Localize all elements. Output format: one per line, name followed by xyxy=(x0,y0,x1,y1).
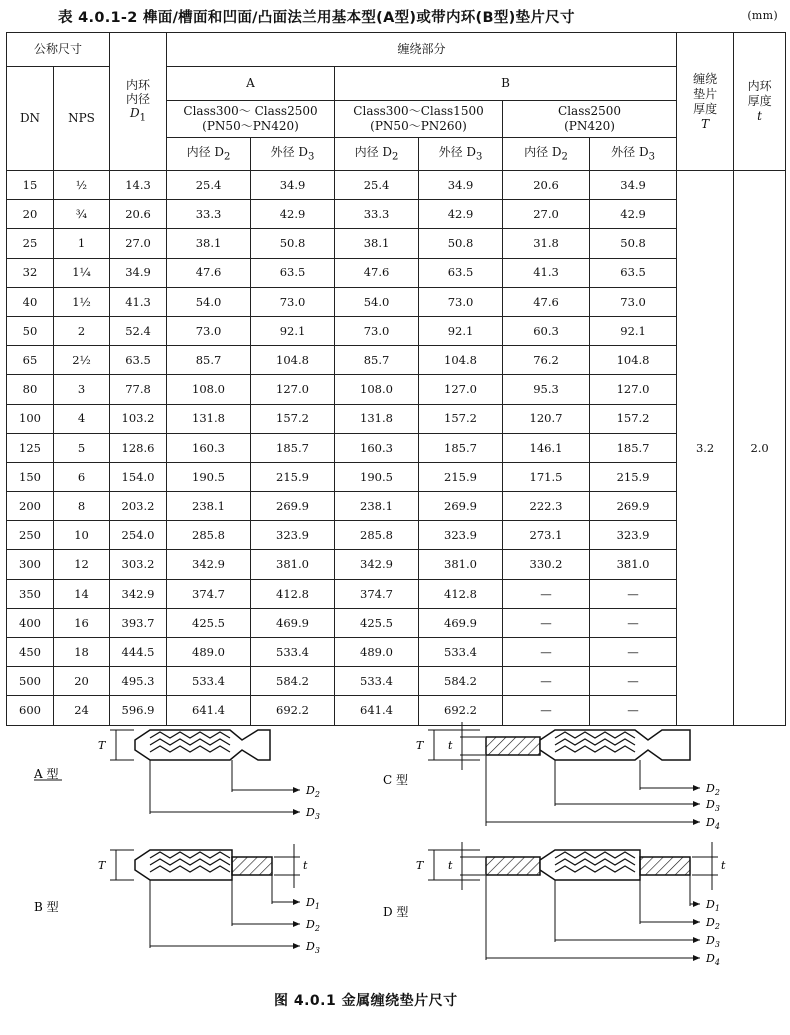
cell-nps: 1½ xyxy=(54,287,110,316)
header-t-sym: t xyxy=(757,109,762,123)
cell-dn: 300 xyxy=(7,550,54,579)
cell-dn: 32 xyxy=(7,258,54,287)
cell-b1-d2: 238.1 xyxy=(335,492,419,521)
type-b-t-sym: t xyxy=(303,859,308,872)
type-d-inner-ring xyxy=(640,857,690,875)
table-row xyxy=(7,579,786,608)
cell-nps: 20 xyxy=(54,667,110,696)
cell-inner-ring-thickness: 2.0 xyxy=(734,171,786,726)
table-row xyxy=(7,200,786,229)
cell-b2-d3: 269.9 xyxy=(590,492,677,521)
cell-nps: 18 xyxy=(54,638,110,667)
cell-b2-d3: 63.5 xyxy=(590,258,677,287)
cell-b2-d2: — xyxy=(503,638,590,667)
cell-a-d2: 38.1 xyxy=(167,229,251,258)
header-a-inner-d2-sub: 2 xyxy=(224,150,231,162)
cell-a-d2: 641.4 xyxy=(167,696,251,725)
cell-dn: 350 xyxy=(7,579,54,608)
cell-b1-d3: 533.4 xyxy=(419,638,503,667)
table-row xyxy=(7,462,786,491)
cell-b1-d2: 489.0 xyxy=(335,638,419,667)
label-type-d: D 型 xyxy=(383,905,409,919)
cell-a-d2: 73.0 xyxy=(167,316,251,345)
cell-b1-d3: 127.0 xyxy=(419,375,503,404)
label-type-c: C 型 xyxy=(383,773,408,787)
header-nps: NPS xyxy=(54,67,110,171)
cell-b2-d2: 120.7 xyxy=(503,404,590,433)
cell-b2-d2: — xyxy=(503,667,590,696)
header-a-class xyxy=(167,101,335,138)
cell-dn: 25 xyxy=(7,229,54,258)
cell-a-d3: 73.0 xyxy=(251,287,335,316)
label-type-a: A 型 xyxy=(34,767,59,781)
table-row xyxy=(7,346,786,375)
cell-b1-d2: 131.8 xyxy=(335,404,419,433)
cell-b1-d2: 374.7 xyxy=(335,579,419,608)
header-b2-outer-d3 xyxy=(590,138,677,171)
cell-b2-d3: 104.8 xyxy=(590,346,677,375)
cell-dn: 50 xyxy=(7,316,54,345)
header-b1-outer-d3-text: 外径 D xyxy=(438,144,477,159)
header-d1-sym: D xyxy=(130,106,140,121)
header-winding-section: 缠绕部分 xyxy=(167,33,677,67)
table-title xyxy=(58,6,778,26)
cell-nps: 4 xyxy=(54,404,110,433)
cell-dn: 250 xyxy=(7,521,54,550)
header-b1-outer-d3-sub: 3 xyxy=(476,150,483,162)
cell-a-d2: 54.0 xyxy=(167,287,251,316)
cell-a-d2: 160.3 xyxy=(167,433,251,462)
table-body xyxy=(7,171,786,726)
type-b-inner-ring xyxy=(232,857,272,875)
table-row xyxy=(7,521,786,550)
cell-b2-d3: 34.9 xyxy=(590,171,677,200)
cell-b1-d3: 412.8 xyxy=(419,579,503,608)
cell-b2-d3: 215.9 xyxy=(590,462,677,491)
header-b2-outer-d3-sub: 3 xyxy=(648,150,655,162)
cell-b1-d3: 34.9 xyxy=(419,171,503,200)
cell-b2-d2: 76.2 xyxy=(503,346,590,375)
header-a-class-text: Class300～ Class2500 xyxy=(183,104,318,118)
type-d-T-sym: T xyxy=(416,859,424,872)
table-row xyxy=(7,492,786,521)
cell-b2-d2: — xyxy=(503,608,590,637)
cell-b1-d2: 47.6 xyxy=(335,258,419,287)
header-b2-range-text: (PN420) xyxy=(564,119,615,133)
cell-a-d2: 285.8 xyxy=(167,521,251,550)
cell-d1: 34.9 xyxy=(110,258,167,287)
cell-d1: 444.5 xyxy=(110,638,167,667)
diagram-type-b xyxy=(34,844,320,955)
cell-a-d2: 131.8 xyxy=(167,404,251,433)
cell-a-d3: 215.9 xyxy=(251,462,335,491)
cell-nps: ¾ xyxy=(54,200,110,229)
table-row xyxy=(7,404,786,433)
gasket-dimension-table xyxy=(6,32,786,726)
cell-nps: 3 xyxy=(54,375,110,404)
cell-dn: 40 xyxy=(7,287,54,316)
cell-b1-d3: 104.8 xyxy=(419,346,503,375)
unit-label: (mm) xyxy=(747,9,778,22)
cell-d1: 254.0 xyxy=(110,521,167,550)
header-gasket-thickness-label: 缠绕垫片厚度 xyxy=(693,71,718,116)
cell-b2-d3: 185.7 xyxy=(590,433,677,462)
cell-d1: 128.6 xyxy=(110,433,167,462)
header-b1-inner-d2-sub: 2 xyxy=(392,150,399,162)
cell-b2-d3: 50.8 xyxy=(590,229,677,258)
cell-b1-d2: 25.4 xyxy=(335,171,419,200)
cell-b1-d3: 63.5 xyxy=(419,258,503,287)
cell-a-d3: 157.2 xyxy=(251,404,335,433)
cell-a-d3: 692.2 xyxy=(251,696,335,725)
cell-a-d2: 33.3 xyxy=(167,200,251,229)
cell-b1-d2: 33.3 xyxy=(335,200,419,229)
cell-b1-d3: 185.7 xyxy=(419,433,503,462)
cell-nps: 1 xyxy=(54,229,110,258)
cell-d1: 27.0 xyxy=(110,229,167,258)
cell-a-d3: 127.0 xyxy=(251,375,335,404)
cell-b2-d2: 146.1 xyxy=(503,433,590,462)
cell-nps: 24 xyxy=(54,696,110,725)
cell-nps: 6 xyxy=(54,462,110,491)
cell-b1-d2: 641.4 xyxy=(335,696,419,725)
type-c-t-sym: t xyxy=(448,739,453,752)
figure-caption: 图 4.0.1 金属缠绕垫片尺寸 xyxy=(274,993,458,1009)
table-row xyxy=(7,433,786,462)
cell-d1: 342.9 xyxy=(110,579,167,608)
header-b2-outer-d3-text: 外径 D xyxy=(611,144,649,159)
header-b1-range-text: (PN50～PN260) xyxy=(370,119,467,133)
header-a-inner-d2 xyxy=(167,138,251,171)
cell-b2-d2: — xyxy=(503,579,590,608)
cell-d1: 14.3 xyxy=(110,171,167,200)
header-inner-ring-id-label: 内环内径 xyxy=(126,77,151,107)
header-b1-class xyxy=(335,101,503,138)
header-a-outer-d3-text: 外径 D xyxy=(270,144,309,159)
cell-nps: 1¼ xyxy=(54,258,110,287)
header-nominal-size: 公称尺寸 xyxy=(7,33,110,67)
table-row xyxy=(7,171,786,200)
cell-b2-d3: 127.0 xyxy=(590,375,677,404)
cell-b1-d3: 157.2 xyxy=(419,404,503,433)
cell-d1: 154.0 xyxy=(110,462,167,491)
diagram-type-c xyxy=(383,722,720,831)
cell-a-d3: 104.8 xyxy=(251,346,335,375)
header-b1-inner-d2 xyxy=(335,138,419,171)
cell-a-d3: 381.0 xyxy=(251,550,335,579)
type-b-D3: $D_3$ xyxy=(306,940,320,955)
cell-a-d2: 238.1 xyxy=(167,492,251,521)
cell-b1-d2: 108.0 xyxy=(335,375,419,404)
header-b2-inner-d2-sub: 2 xyxy=(561,150,568,162)
cell-b2-d2: 20.6 xyxy=(503,171,590,200)
cell-a-d2: 108.0 xyxy=(167,375,251,404)
cell-d1: 303.2 xyxy=(110,550,167,579)
header-a-inner-d2-text: 内径 D xyxy=(186,144,225,159)
cell-dn: 15 xyxy=(7,171,54,200)
cell-a-d3: 185.7 xyxy=(251,433,335,462)
cell-a-d2: 533.4 xyxy=(167,667,251,696)
cell-b2-d3: — xyxy=(590,608,677,637)
cell-dn: 65 xyxy=(7,346,54,375)
header-gasket-thickness xyxy=(677,33,734,171)
cell-b2-d3: — xyxy=(590,638,677,667)
cell-b2-d3: — xyxy=(590,579,677,608)
cell-a-d2: 489.0 xyxy=(167,638,251,667)
cell-a-d3: 50.8 xyxy=(251,229,335,258)
cell-b1-d2: 54.0 xyxy=(335,287,419,316)
table-row xyxy=(7,258,786,287)
cell-a-d3: 34.9 xyxy=(251,171,335,200)
cell-dn: 150 xyxy=(7,462,54,491)
cell-b2-d2: 330.2 xyxy=(503,550,590,579)
cell-nps: 12 xyxy=(54,550,110,579)
cell-b2-d3: 381.0 xyxy=(590,550,677,579)
type-c-T-sym: T xyxy=(416,739,424,752)
cell-b2-d3: 323.9 xyxy=(590,521,677,550)
type-d-D1: $D_1$ xyxy=(706,898,720,913)
cell-b2-d2: 27.0 xyxy=(503,200,590,229)
type-b-D1: $D_1$ xyxy=(306,896,320,911)
table-row xyxy=(7,608,786,637)
cell-b2-d3: 92.1 xyxy=(590,316,677,345)
type-d-D4: $D_4$ xyxy=(706,952,720,967)
cell-d1: 495.3 xyxy=(110,667,167,696)
cell-d1: 596.9 xyxy=(110,696,167,725)
cell-nps: 2 xyxy=(54,316,110,345)
cell-dn: 600 xyxy=(7,696,54,725)
cell-b1-d3: 73.0 xyxy=(419,287,503,316)
cell-nps: ½ xyxy=(54,171,110,200)
cell-b1-d2: 38.1 xyxy=(335,229,419,258)
header-a-range-text: (PN50～PN420) xyxy=(202,119,299,133)
cell-b2-d2: — xyxy=(503,696,590,725)
cell-b1-d3: 269.9 xyxy=(419,492,503,521)
cell-b2-d3: 157.2 xyxy=(590,404,677,433)
cell-b2-d2: 41.3 xyxy=(503,258,590,287)
type-d-D3: $D_3$ xyxy=(706,934,720,949)
label-type-b: B 型 xyxy=(34,900,59,914)
cell-a-d3: 533.4 xyxy=(251,638,335,667)
table-row xyxy=(7,550,786,579)
type-c-outer-ring xyxy=(486,737,540,755)
cell-a-d2: 190.5 xyxy=(167,462,251,491)
cell-b1-d2: 425.5 xyxy=(335,608,419,637)
cell-b2-d3: — xyxy=(590,667,677,696)
cell-b1-d3: 323.9 xyxy=(419,521,503,550)
cell-b1-d3: 469.9 xyxy=(419,608,503,637)
cell-b2-d3: — xyxy=(590,696,677,725)
cell-d1: 52.4 xyxy=(110,316,167,345)
cell-b1-d3: 692.2 xyxy=(419,696,503,725)
cell-b2-d2: 95.3 xyxy=(503,375,590,404)
table-row xyxy=(7,316,786,345)
header-b1-inner-d2-text: 内径 D xyxy=(354,144,393,159)
type-c-D3: $D_3$ xyxy=(706,798,720,813)
table-row xyxy=(7,667,786,696)
type-d-outer-ring xyxy=(486,857,540,875)
header-group-a: A xyxy=(167,67,335,101)
header-b1-class-text: Class300～Class1500 xyxy=(353,104,484,118)
type-b-T-sym: T xyxy=(98,859,106,872)
cell-b1-d2: 73.0 xyxy=(335,316,419,345)
cell-dn: 80 xyxy=(7,375,54,404)
header-a-outer-d3-sub: 3 xyxy=(308,150,315,162)
header-dn: DN xyxy=(7,67,54,171)
cell-b1-d3: 50.8 xyxy=(419,229,503,258)
cell-a-d3: 269.9 xyxy=(251,492,335,521)
cell-b2-d3: 42.9 xyxy=(590,200,677,229)
cell-a-d3: 412.8 xyxy=(251,579,335,608)
header-T-sym: T xyxy=(701,116,710,131)
cell-nps: 10 xyxy=(54,521,110,550)
cell-a-d3: 584.2 xyxy=(251,667,335,696)
header-inner-ring-id xyxy=(110,33,167,171)
header-inner-ring-thickness-label: 内环厚度 xyxy=(747,79,772,108)
cell-b2-d2: 222.3 xyxy=(503,492,590,521)
cell-d1: 63.5 xyxy=(110,346,167,375)
cell-b1-d2: 190.5 xyxy=(335,462,419,491)
table-title-text: 表 4.0.1-2 榫面/槽面和凹面/凸面法兰用基本型(A型)或带内环(B型)垫片尺寸 xyxy=(58,10,575,26)
cell-a-d2: 25.4 xyxy=(167,171,251,200)
cell-dn: 450 xyxy=(7,638,54,667)
header-a-outer-d3 xyxy=(251,138,335,171)
cell-a-d3: 92.1 xyxy=(251,316,335,345)
cell-b1-d2: 160.3 xyxy=(335,433,419,462)
type-a-D2: $D_2$ xyxy=(306,784,320,799)
header-b2-inner-d2-text: 内径 D xyxy=(524,144,562,159)
header-b2-inner-d2 xyxy=(503,138,590,171)
cell-b2-d3: 73.0 xyxy=(590,287,677,316)
type-a-T-sym: T xyxy=(98,739,106,752)
header-group-b: B xyxy=(335,67,677,101)
cell-a-d3: 42.9 xyxy=(251,200,335,229)
cell-a-d2: 85.7 xyxy=(167,346,251,375)
type-c-D4: $D_4$ xyxy=(706,816,720,831)
cell-b2-d2: 273.1 xyxy=(503,521,590,550)
cell-a-d2: 425.5 xyxy=(167,608,251,637)
cell-a-d2: 342.9 xyxy=(167,550,251,579)
cell-a-d3: 469.9 xyxy=(251,608,335,637)
cell-b2-d2: 47.6 xyxy=(503,287,590,316)
type-d-t-sym-right: t xyxy=(721,859,726,872)
type-c-D2: $D_2$ xyxy=(706,782,720,797)
cell-d1: 20.6 xyxy=(110,200,167,229)
cell-a-d3: 63.5 xyxy=(251,258,335,287)
cell-b1-d2: 533.4 xyxy=(335,667,419,696)
cell-b2-d2: 60.3 xyxy=(503,316,590,345)
cell-a-d2: 47.6 xyxy=(167,258,251,287)
table-row xyxy=(7,287,786,316)
type-d-t-sym: t xyxy=(448,859,453,872)
cell-d1: 41.3 xyxy=(110,287,167,316)
cell-gasket-thickness: 3.2 xyxy=(677,171,734,726)
cell-d1: 393.7 xyxy=(110,608,167,637)
diagram-type-a xyxy=(33,730,320,821)
header-b1-outer-d3 xyxy=(419,138,503,171)
cell-b1-d2: 342.9 xyxy=(335,550,419,579)
cell-b1-d3: 381.0 xyxy=(419,550,503,579)
cell-nps: 5 xyxy=(54,433,110,462)
cell-d1: 103.2 xyxy=(110,404,167,433)
header-b2-class xyxy=(503,101,677,138)
cell-b1-d3: 42.9 xyxy=(419,200,503,229)
cell-a-d2: 374.7 xyxy=(167,579,251,608)
header-inner-ring-thickness xyxy=(734,33,786,171)
cell-d1: 203.2 xyxy=(110,492,167,521)
cell-nps: 14 xyxy=(54,579,110,608)
cell-nps: 8 xyxy=(54,492,110,521)
table-row xyxy=(7,375,786,404)
table-row xyxy=(7,638,786,667)
cell-nps: 16 xyxy=(54,608,110,637)
cell-b1-d2: 85.7 xyxy=(335,346,419,375)
header-d1-sub: 1 xyxy=(139,112,147,124)
type-b-D2: $D_2$ xyxy=(306,918,320,933)
cell-nps: 2½ xyxy=(54,346,110,375)
cell-b2-d2: 31.8 xyxy=(503,229,590,258)
cell-d1: 77.8 xyxy=(110,375,167,404)
cell-a-d3: 323.9 xyxy=(251,521,335,550)
table-row xyxy=(7,229,786,258)
diagram-type-d xyxy=(383,842,726,967)
cell-dn: 125 xyxy=(7,433,54,462)
gasket-diagram xyxy=(0,718,790,988)
cell-b1-d3: 584.2 xyxy=(419,667,503,696)
header-b2-class-text: Class2500 xyxy=(558,104,622,118)
cell-dn: 400 xyxy=(7,608,54,637)
cell-b1-d3: 215.9 xyxy=(419,462,503,491)
cell-dn: 20 xyxy=(7,200,54,229)
cell-b1-d2: 285.8 xyxy=(335,521,419,550)
type-d-D2: $D_2$ xyxy=(706,916,720,931)
cell-dn: 100 xyxy=(7,404,54,433)
cell-b2-d2: 171.5 xyxy=(503,462,590,491)
cell-dn: 500 xyxy=(7,667,54,696)
type-a-D3: $D_3$ xyxy=(306,806,320,821)
cell-b1-d3: 92.1 xyxy=(419,316,503,345)
cell-dn: 200 xyxy=(7,492,54,521)
